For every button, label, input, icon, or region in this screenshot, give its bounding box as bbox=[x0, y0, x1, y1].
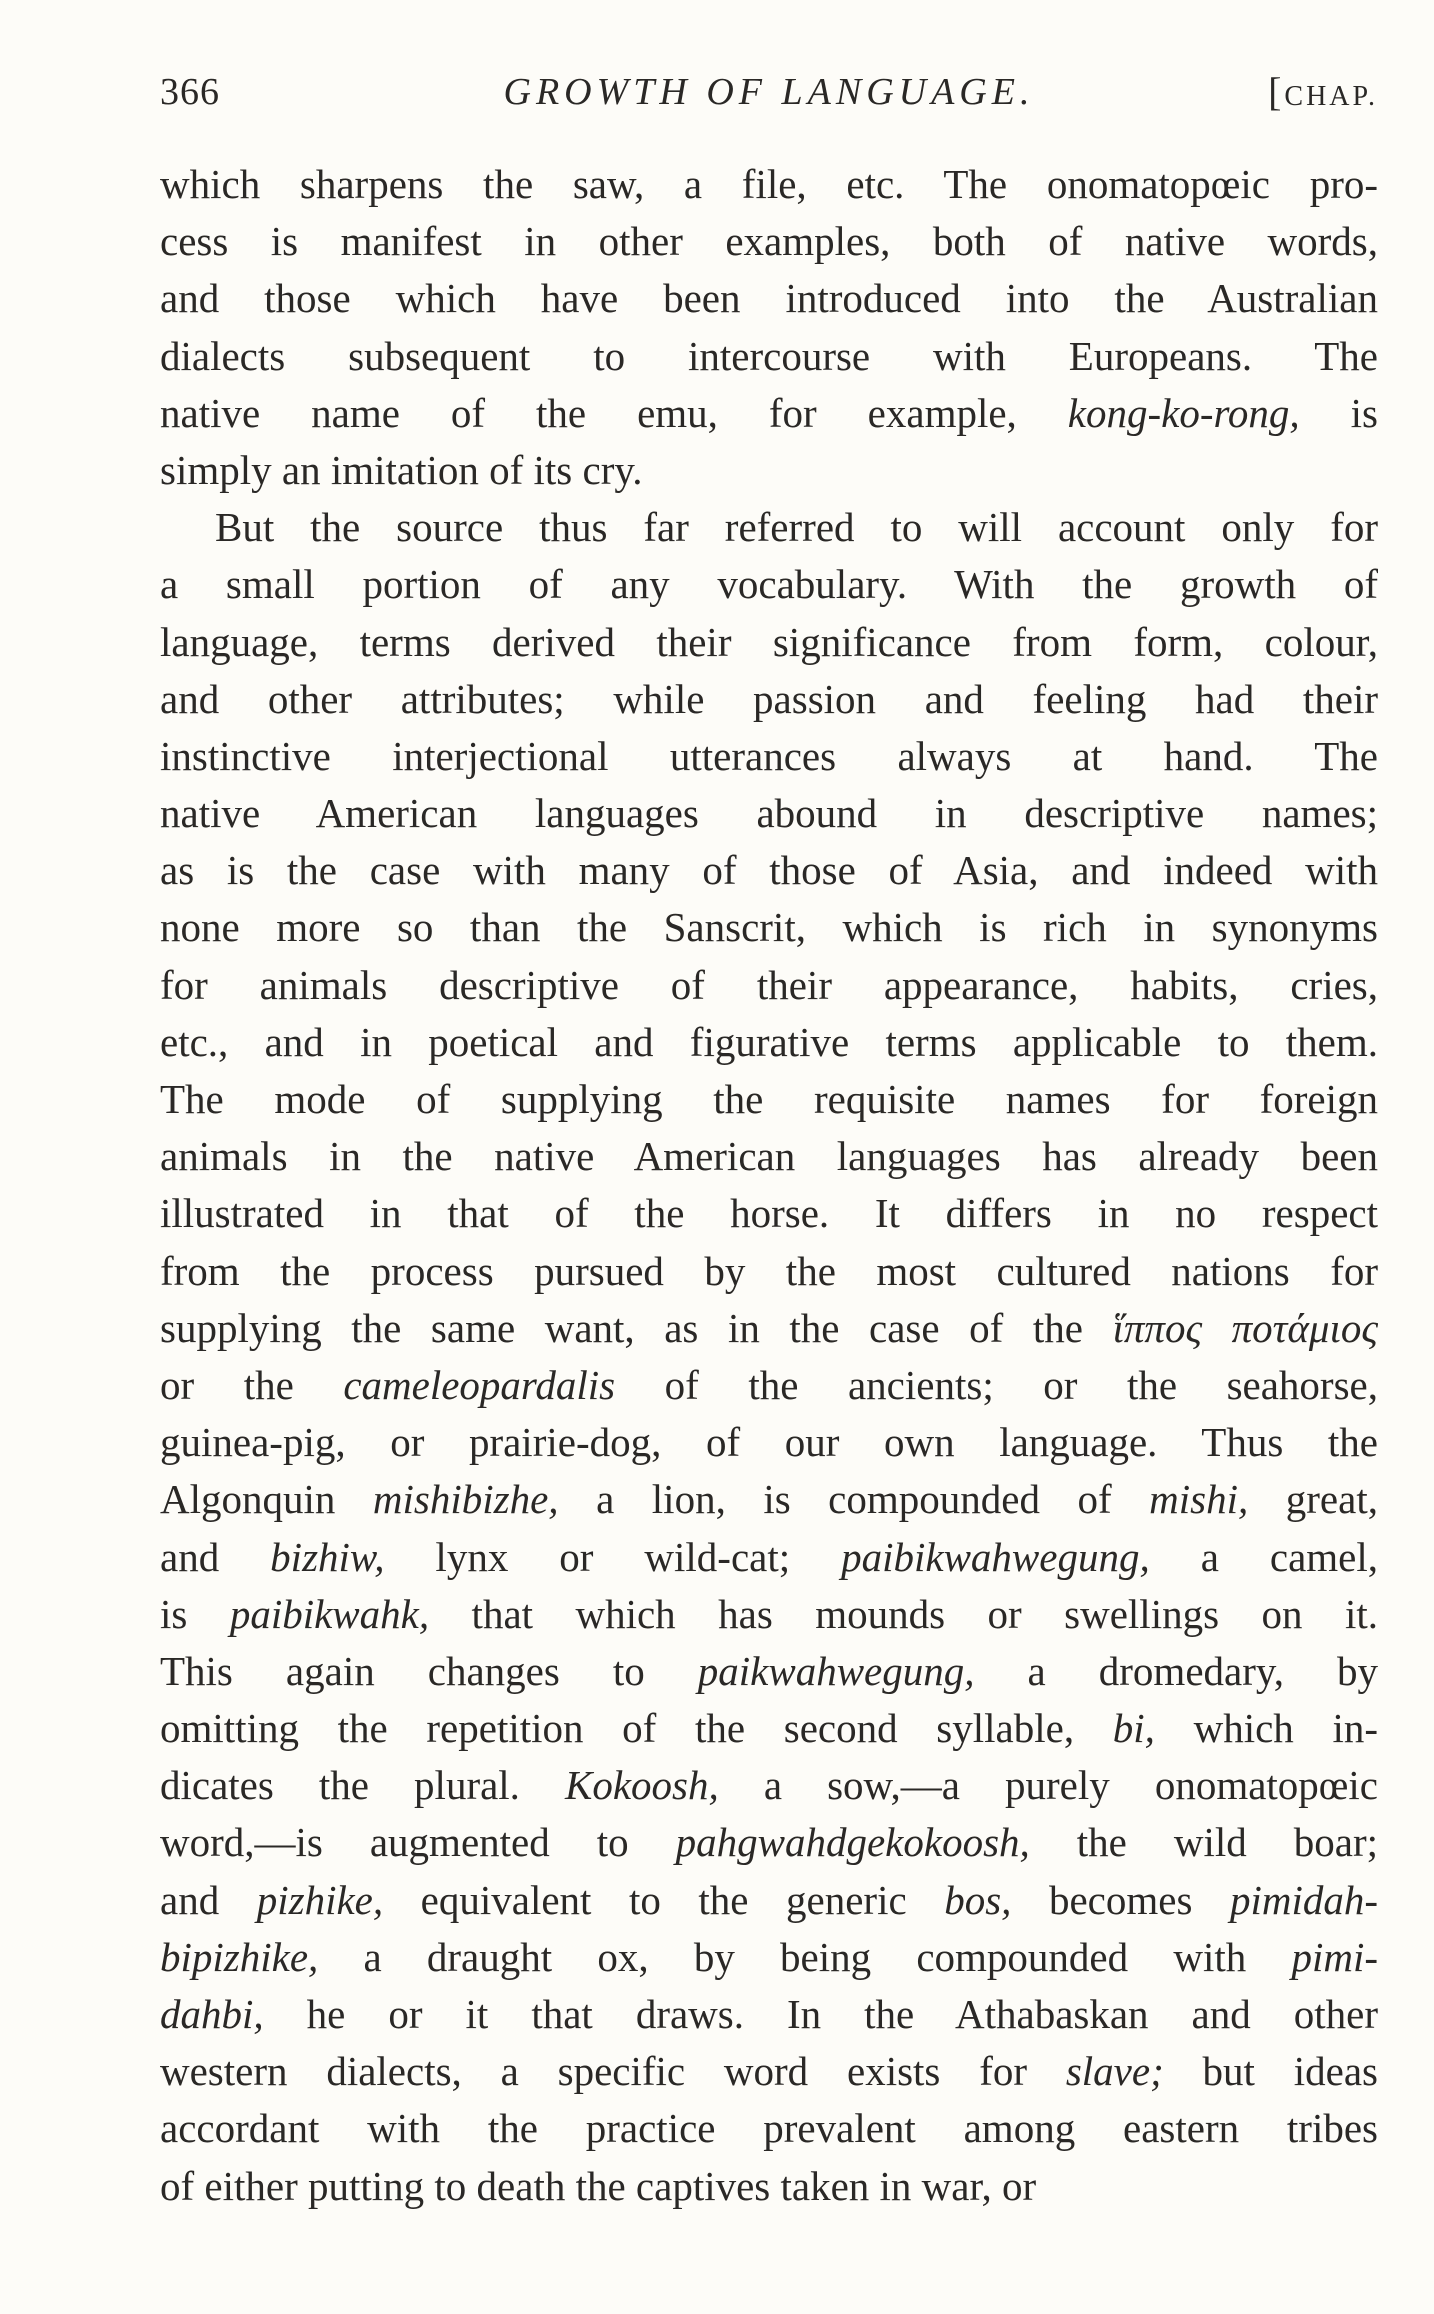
text-run: Algonquin bbox=[160, 1476, 373, 1523]
italic-term: bi, bbox=[1112, 1705, 1155, 1752]
running-header bbox=[160, 62, 1378, 122]
italic-term: Kokoosh, bbox=[565, 1762, 719, 1809]
text-run: great, bbox=[1248, 1476, 1378, 1523]
text-run: dialects subsequent to intercourse with Europeans. The bbox=[160, 332, 1378, 379]
text-line bbox=[160, 1529, 1378, 1586]
text-run: a camel, bbox=[1149, 1533, 1378, 1580]
text-line bbox=[160, 957, 1378, 1014]
text-run: he or it that draws. In the Athabaskan and other bbox=[263, 1991, 1378, 2037]
italic-term: pimi- bbox=[1291, 1933, 1378, 1980]
text-run: etc., and in poetical and figurative terms applicable to them. bbox=[160, 1018, 1378, 1065]
text-line bbox=[160, 270, 1378, 327]
text-run: is bbox=[1299, 389, 1378, 436]
text-run: lynx or wild-cat; bbox=[384, 1533, 842, 1580]
italic-term: bizhiw, bbox=[270, 1533, 385, 1580]
text-run: a sow,—a purely onomatopœic bbox=[718, 1762, 1378, 1809]
text-line bbox=[160, 1185, 1378, 1242]
text-line bbox=[160, 1014, 1378, 1071]
text-run: and other attributes; while passion and feeling had their bbox=[160, 675, 1378, 722]
text-run: animals in the native American languages has already been bbox=[160, 1133, 1378, 1180]
text-line bbox=[160, 2043, 1378, 2100]
text-run: and bbox=[160, 1876, 257, 1923]
italic-term: mishi, bbox=[1149, 1476, 1249, 1523]
text-line bbox=[160, 156, 1378, 213]
italic-term: bipizhike, bbox=[160, 1933, 319, 1980]
text-run: guinea-pig, or prairie-dog, of our own language. Thus the bbox=[160, 1419, 1378, 1466]
italic-term: ἵππος ποτάμιος bbox=[1112, 1304, 1378, 1351]
text-run: a draught ox, by being compounded with bbox=[318, 1933, 1292, 1980]
text-run: western dialects, a specific word exists for bbox=[160, 2048, 1066, 2095]
italic-term: pahgwahdgekokoosh, bbox=[675, 1819, 1030, 1866]
chapter-label bbox=[1268, 62, 1378, 127]
text-run: which in- bbox=[1154, 1705, 1378, 1752]
text-line bbox=[160, 1700, 1378, 1757]
text-line bbox=[160, 385, 1378, 442]
text-run: none more so than the Sanscrit, which is rich in synonyms bbox=[160, 904, 1378, 951]
text-line bbox=[160, 1586, 1378, 1643]
text-run: native name of the emu, for example, bbox=[160, 389, 1068, 436]
text-run: but ideas bbox=[1163, 2048, 1378, 2095]
text-run: The mode of supplying the requisite names for foreign bbox=[160, 1076, 1378, 1122]
text-run: omitting the repetition of the second syllable, bbox=[160, 1705, 1113, 1752]
text-run: dicates the plural. bbox=[160, 1762, 566, 1809]
italic-term: pimidah- bbox=[1229, 1876, 1378, 1923]
text-run: a lion, is compounded of bbox=[558, 1476, 1150, 1523]
italic-term: cameleopardalis bbox=[343, 1361, 616, 1408]
text-run: illustrated in that of the horse. It differs in no respect bbox=[160, 1190, 1378, 1237]
text-run: But the source thus far referred to will account only for bbox=[215, 504, 1378, 551]
text-line bbox=[160, 556, 1378, 613]
text-run: cess is manifest in other examples, both of native words, bbox=[160, 218, 1378, 265]
text-line bbox=[160, 1757, 1378, 1814]
text-run: from the process pursued by the most cultured nations for bbox=[160, 1247, 1378, 1294]
text-line bbox=[160, 785, 1378, 842]
text-line bbox=[160, 2100, 1378, 2157]
italic-term: mishibizhe, bbox=[372, 1476, 559, 1523]
text-line bbox=[160, 1471, 1378, 1528]
italic-term: paikwahwegung, bbox=[697, 1647, 975, 1694]
text-run: a small portion of any vocabulary. With the growth of bbox=[160, 561, 1378, 608]
text-line bbox=[160, 1128, 1378, 1185]
text-line bbox=[160, 1872, 1378, 1929]
text-line bbox=[160, 442, 1378, 499]
text-line bbox=[160, 614, 1378, 671]
text-line bbox=[160, 1357, 1378, 1414]
text-line bbox=[160, 1300, 1378, 1357]
text-line bbox=[160, 1929, 1378, 1986]
text-line bbox=[160, 328, 1378, 385]
text-run: that which has mounds or swellings on it. bbox=[429, 1590, 1378, 1637]
text-run: This again changes to bbox=[160, 1647, 698, 1694]
italic-term: paibikwahk, bbox=[229, 1590, 430, 1637]
chapter-text: CHAP. bbox=[1284, 81, 1378, 112]
text-line bbox=[160, 1071, 1378, 1128]
text-run: word,—is augmented to bbox=[160, 1819, 676, 1866]
text-run: as is the case with many of those of Asia, and indeed with bbox=[160, 847, 1378, 894]
text-line bbox=[160, 2158, 1378, 2215]
text-line bbox=[160, 1414, 1378, 1471]
text-run: and those which have been introduced into the Australian bbox=[160, 275, 1378, 322]
text-run: language, terms derived their significance from form, colour, bbox=[160, 618, 1378, 665]
text-run: or the bbox=[160, 1361, 344, 1408]
italic-term: dahbi, bbox=[160, 1991, 264, 2037]
text-run: the wild boar; bbox=[1029, 1819, 1378, 1866]
text-line bbox=[160, 213, 1378, 270]
text-run: supplying the same want, as in the case of the bbox=[160, 1304, 1113, 1351]
italic-term: paibikwahwegung, bbox=[841, 1533, 1150, 1580]
text-line bbox=[160, 1643, 1378, 1700]
body-text bbox=[160, 156, 1378, 2215]
text-line bbox=[160, 728, 1378, 785]
italic-term: slave; bbox=[1065, 2048, 1164, 2095]
text-line bbox=[160, 1814, 1378, 1871]
text-run: and bbox=[160, 1533, 271, 1580]
text-run: accordant with the practice prevalent among eastern tribes bbox=[160, 2105, 1378, 2152]
text-line bbox=[160, 1243, 1378, 1300]
text-run: which sharpens the saw, a file, etc. The onomatopœic pro- bbox=[160, 161, 1378, 207]
text-run: is bbox=[160, 1590, 230, 1637]
italic-term: pizhike, bbox=[256, 1876, 384, 1923]
text-line bbox=[160, 899, 1378, 956]
text-line bbox=[160, 671, 1378, 728]
text-line bbox=[160, 1986, 1378, 2043]
text-run: of the ancients; or the seahorse, bbox=[615, 1361, 1378, 1408]
text-line bbox=[160, 499, 1378, 556]
text-run: becomes bbox=[1011, 1876, 1230, 1923]
text-line bbox=[160, 842, 1378, 899]
text-run: equivalent to the generic bbox=[383, 1876, 945, 1923]
text-run: for animals descriptive of their appearance, habits, cries, bbox=[160, 961, 1378, 1008]
text-run: simply an imitation of its cry. bbox=[160, 446, 643, 493]
text-run: instinctive interjectional utterances always at hand. The bbox=[160, 732, 1378, 779]
text-run: of either putting to death the captives taken in war, or bbox=[160, 2162, 1037, 2209]
chapter-bracket: [ bbox=[1268, 69, 1285, 114]
italic-term: kong-ko-rong, bbox=[1067, 389, 1300, 436]
text-run: native American languages abound in descriptive names; bbox=[160, 790, 1378, 837]
italic-term: bos, bbox=[944, 1876, 1012, 1923]
page-number: 366 bbox=[160, 71, 220, 113]
running-title: GROWTH OF LANGUAGE. bbox=[503, 71, 1035, 113]
text-run: a dromedary, by bbox=[974, 1647, 1378, 1694]
